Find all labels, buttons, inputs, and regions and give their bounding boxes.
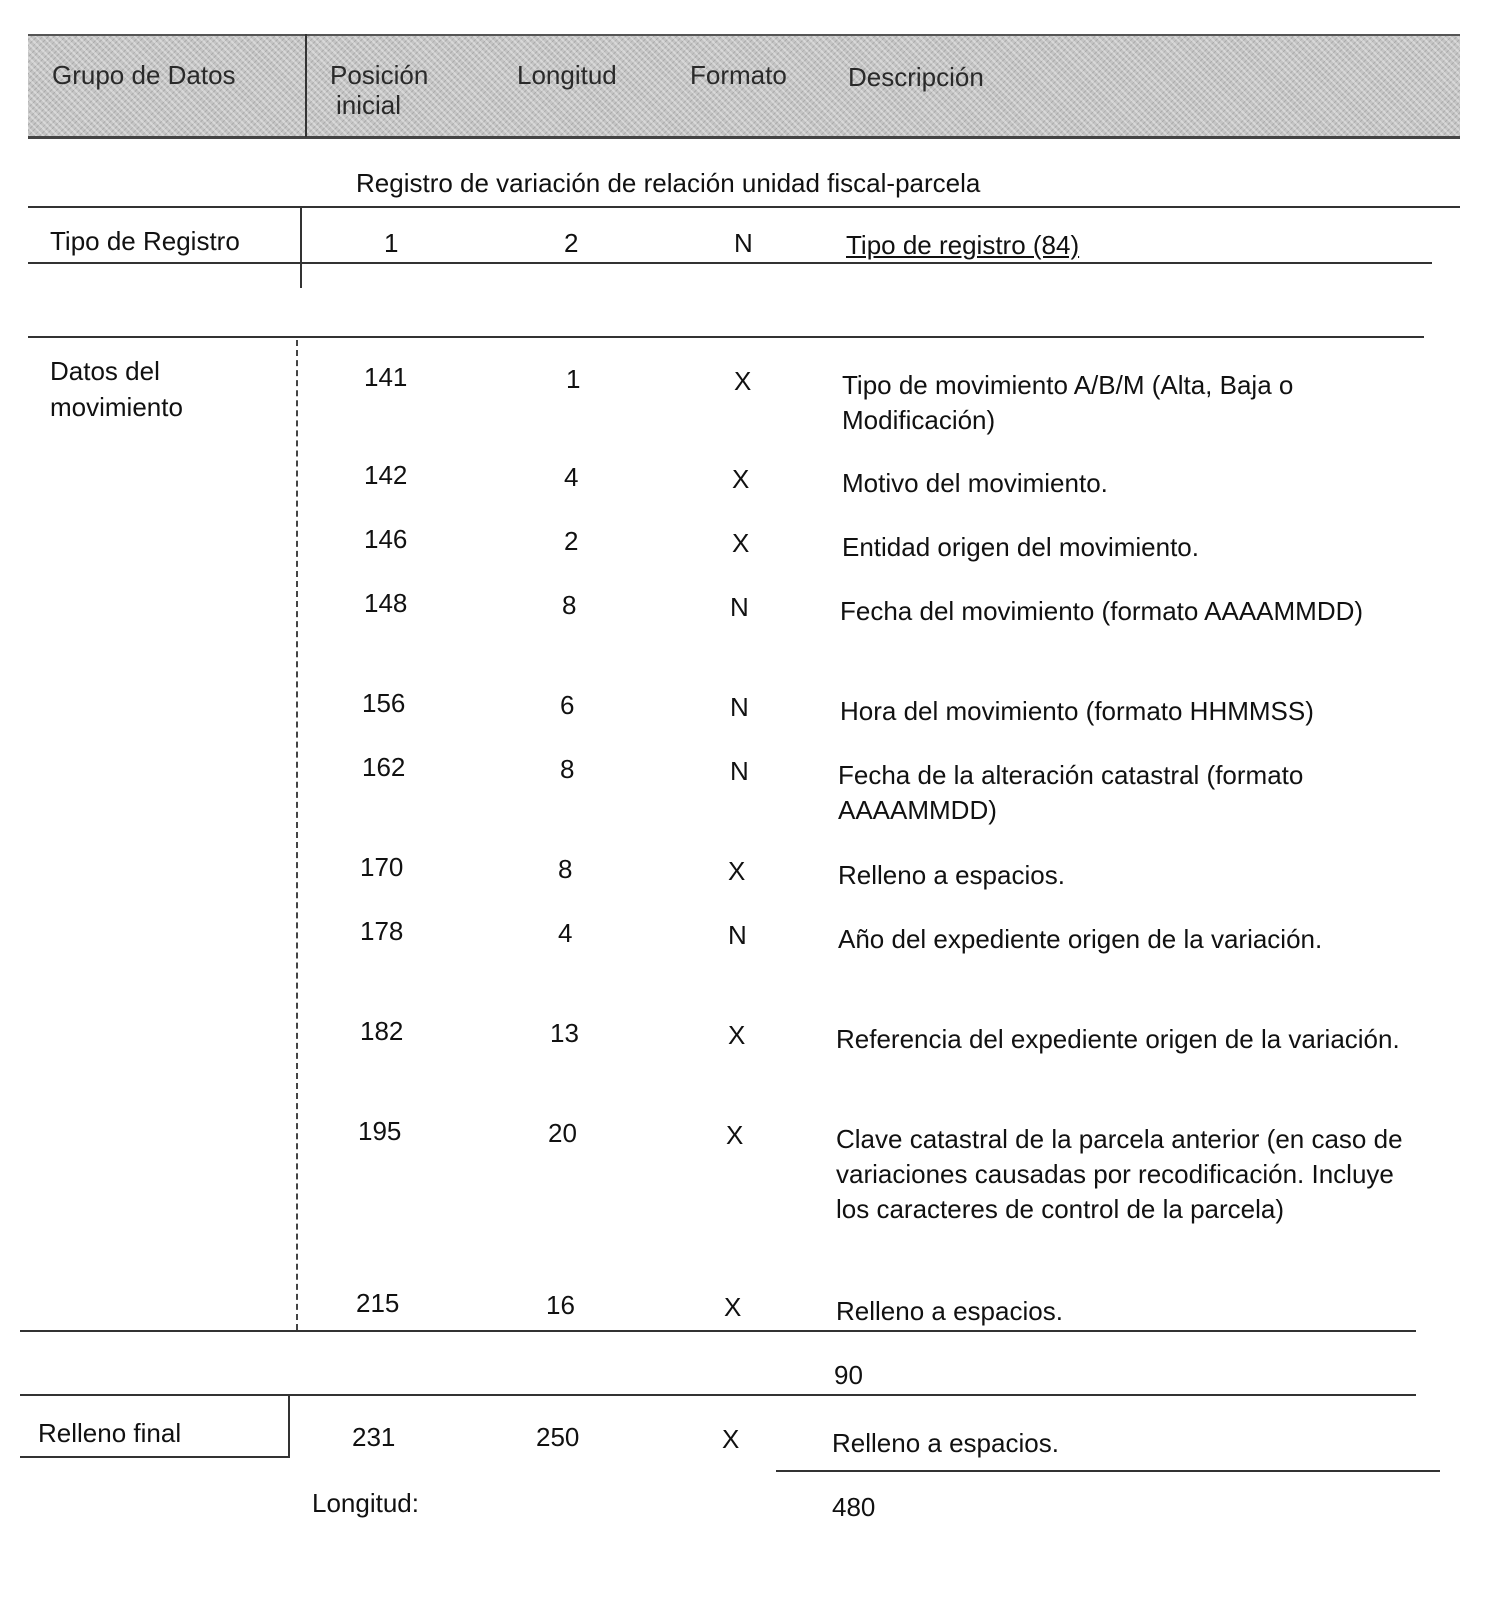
table-row-fmt: N [730, 692, 749, 722]
table-row-len: 8 [560, 754, 575, 784]
table-row-pos: 146 [364, 524, 408, 554]
column-divider [288, 1396, 290, 1458]
table-row-pos: 215 [356, 1288, 400, 1318]
header-posicion-2: inicial [336, 90, 402, 120]
tipo-registro-len: 2 [564, 228, 579, 258]
relleno-final-group: Relleno final [38, 1418, 182, 1448]
table-row-len: 16 [546, 1290, 575, 1320]
table-row-fmt: X [726, 1120, 744, 1150]
table-row-pos: 141 [364, 362, 408, 392]
table-row-fmt: X [724, 1292, 742, 1322]
table-row-fmt: N [730, 756, 749, 786]
table-row-desc: Relleno a espacios. [836, 1296, 1063, 1326]
table-row-fmt: N [730, 592, 749, 622]
table-row-pos: 170 [360, 852, 404, 882]
relleno-final-fmt: X [722, 1424, 740, 1454]
table-row-fmt: X [734, 366, 752, 396]
column-divider [296, 340, 298, 1330]
table-row-pos: 162 [362, 752, 406, 782]
table-row-desc: Clave catastral de la parcela anterior (en caso de variaciones causadas por recodificación. Incluye los caracteres de control de la parcela) [836, 1124, 1403, 1224]
table-row-desc: Hora del movimiento (formato HHMMSS) [840, 696, 1314, 726]
table-row-fmt: N [728, 920, 747, 950]
table-row-pos: 195 [358, 1116, 402, 1146]
rule [28, 336, 1424, 338]
column-divider [300, 206, 302, 288]
table-row-desc: Fecha de la alteración catastral (formato AAAAMMDD) [838, 760, 1304, 825]
table-row-len: 2 [564, 526, 579, 556]
tipo-registro-group: Tipo de Registro [50, 226, 240, 256]
datos-movimiento-group-2: movimiento [50, 392, 183, 422]
table-row-desc: Entidad origen del movimiento. [842, 532, 1199, 562]
relleno-final-pos: 231 [352, 1422, 396, 1452]
table-row-pos: 148 [364, 588, 408, 618]
table-row-fmt: X [728, 856, 746, 886]
tipo-registro-fmt: N [734, 228, 753, 258]
relleno-final-len: 250 [536, 1422, 580, 1452]
table-row-pos: 182 [360, 1016, 404, 1046]
footer-label: Longitud: [312, 1488, 419, 1518]
table-row-len: 6 [560, 690, 575, 720]
header-formato: Formato [690, 60, 787, 90]
table-row-fmt: X [732, 528, 750, 558]
table-row-pos: 156 [362, 688, 406, 718]
rule [20, 1394, 1416, 1396]
table-row-len: 8 [558, 854, 573, 884]
footer-value: 480 [832, 1492, 876, 1522]
table-row-len: 20 [548, 1118, 577, 1148]
table-row-fmt: X [728, 1020, 746, 1050]
header-descripcion: Descripción [848, 62, 984, 92]
table-row-len: 4 [564, 462, 579, 492]
table-row-desc: Fecha del movimiento (formato AAAAMMDD) [840, 596, 1364, 626]
table-row-desc: Año del expediente origen de la variación. [838, 924, 1323, 954]
tipo-registro-desc: Tipo de registro (84) [846, 230, 1080, 260]
rule [28, 206, 1460, 208]
table-row-fmt: X [732, 464, 750, 494]
rule [28, 262, 1432, 264]
rule [20, 1330, 1416, 1332]
table-row-pos: 178 [360, 916, 404, 946]
header-divider [305, 34, 307, 137]
tipo-registro-pos: 1 [384, 228, 399, 258]
table-row-len: 13 [550, 1018, 579, 1048]
rule [776, 1470, 1440, 1472]
table-row-desc: Relleno a espacios. [838, 860, 1065, 890]
rule [20, 1456, 288, 1458]
table-row-len: 8 [562, 590, 577, 620]
table-row-desc: Referencia del expediente origen de la variación. [836, 1024, 1400, 1054]
table-row-desc: Motivo del movimiento. [842, 468, 1108, 498]
table-row-desc: Tipo de movimiento A/B/M (Alta, Baja o Modificación) [842, 370, 1294, 435]
datos-movimiento-group: Datos del [50, 356, 160, 386]
subtotal-value: 90 [834, 1360, 863, 1390]
table-row-len: 1 [566, 364, 581, 394]
table-row-pos: 142 [364, 460, 408, 490]
header-posicion: Posición [330, 60, 429, 90]
section-title: Registro de variación de relación unidad fiscal-parcela [356, 168, 981, 198]
header-grupo: Grupo de Datos [52, 60, 236, 90]
relleno-final-desc: Relleno a espacios. [832, 1428, 1059, 1458]
header-longitud: Longitud [517, 60, 617, 90]
table-row-len: 4 [558, 918, 573, 948]
